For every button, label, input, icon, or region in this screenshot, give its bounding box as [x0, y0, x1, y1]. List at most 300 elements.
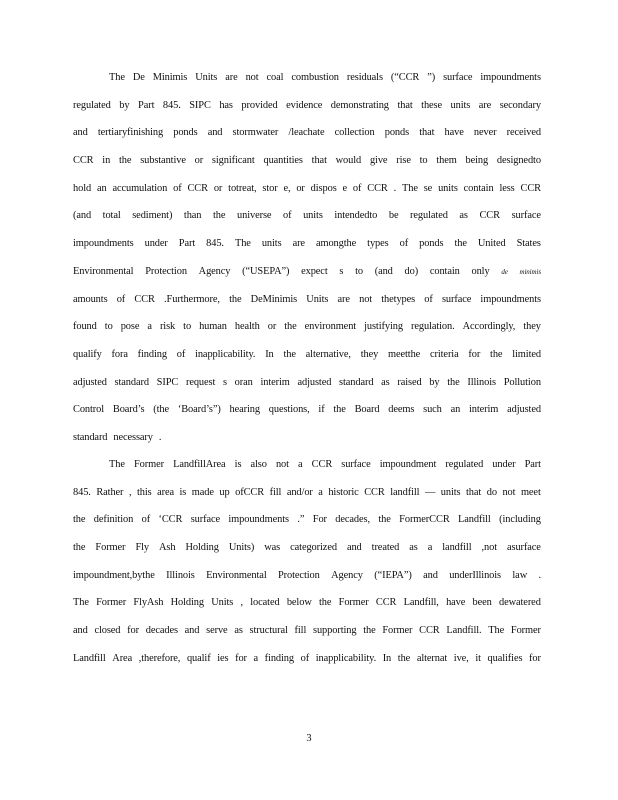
word: request [185, 376, 216, 388]
word: designedto [496, 155, 541, 167]
word: fill [294, 625, 307, 637]
word: Units [195, 72, 218, 83]
word: Units [211, 597, 234, 609]
word: impoundment,bythe [73, 569, 155, 581]
word: ive, [453, 652, 469, 664]
word: to [419, 155, 428, 167]
word: Rather [96, 486, 124, 498]
word: rise [396, 155, 411, 167]
word: e [342, 182, 348, 194]
word: by [119, 99, 130, 111]
word: Former [338, 597, 369, 609]
text-line [73, 596, 541, 624]
word: hearing [229, 404, 260, 416]
word: they [360, 348, 379, 360]
word: ,therefore, [138, 652, 181, 664]
word: Control [73, 404, 105, 416]
word: less [499, 182, 515, 194]
word: Board’s [112, 404, 145, 416]
word: has [219, 99, 233, 111]
word: landfill [442, 542, 472, 554]
text-line [73, 376, 541, 404]
word: substantive [140, 155, 186, 167]
word: provided [241, 99, 278, 111]
word: ‘Board’s”) [177, 404, 221, 416]
word: the [283, 348, 296, 360]
word: was [264, 542, 281, 554]
word: of [116, 293, 126, 305]
word: FormerCCR [399, 514, 450, 526]
word: found [73, 321, 97, 333]
word: e, [283, 182, 291, 194]
word: received [506, 127, 541, 139]
word: to [183, 321, 192, 333]
word: In [265, 348, 274, 360]
word: is [179, 486, 187, 498]
word: stormwater [232, 127, 279, 139]
word: that [397, 99, 413, 111]
word: CCR [419, 625, 440, 637]
word: do [486, 486, 497, 498]
word: area [157, 486, 174, 498]
text-line [73, 569, 541, 597]
word: impoundments [480, 72, 541, 83]
word: 845. [73, 486, 91, 498]
text-line [73, 126, 541, 154]
word: fora [111, 348, 128, 360]
word: for [127, 625, 139, 637]
word: standard [73, 431, 108, 443]
word: supporting [313, 625, 357, 637]
word: surface [190, 514, 220, 526]
word: meet [520, 486, 541, 498]
word: The [73, 597, 89, 609]
word: of [283, 210, 292, 222]
word: be [388, 210, 399, 222]
word: interim [468, 404, 499, 416]
word: intendedto [334, 210, 378, 222]
word: pose [120, 321, 140, 333]
word: Units) [228, 542, 255, 554]
word: universe [237, 210, 272, 222]
word: regulation. [410, 321, 455, 333]
word: decades, [335, 514, 370, 526]
word: the [447, 376, 460, 388]
word: to [104, 321, 113, 333]
word: FlyAsh [133, 597, 164, 609]
word: total [102, 210, 121, 222]
word: located [250, 597, 280, 609]
word: asurface [507, 542, 541, 554]
word: is [234, 459, 242, 470]
word: them [436, 155, 457, 167]
word: an [450, 404, 461, 416]
word: or [213, 182, 223, 194]
word: Part [138, 99, 155, 111]
word: Part [178, 238, 196, 250]
word: combustion [291, 72, 339, 83]
word: CCR [520, 182, 541, 194]
word: the [118, 155, 132, 167]
word: units [303, 210, 323, 222]
word: regulated [73, 99, 111, 111]
text-line [73, 154, 541, 182]
word: SIPC [156, 376, 179, 388]
word: structural [249, 625, 288, 637]
word: questions, [268, 404, 310, 416]
word: decades [145, 625, 178, 637]
word: . [393, 182, 397, 194]
word: dispos [310, 182, 337, 194]
word: collection [334, 127, 375, 139]
word: Landfill [73, 652, 106, 664]
word: law [512, 569, 528, 581]
word: and/or [286, 486, 313, 498]
word: (“USEPA”) [242, 265, 290, 277]
word: impoundments [228, 514, 289, 526]
word: criteria [429, 348, 459, 360]
word: historic [328, 486, 359, 498]
word: demonstrating [330, 99, 389, 111]
word: surface [443, 72, 473, 83]
text-line [73, 99, 541, 127]
word: the [213, 210, 226, 222]
word: are [292, 238, 305, 250]
word: surface [511, 210, 541, 222]
word: surface [341, 459, 371, 470]
word: or [267, 321, 277, 333]
word: accumulation [112, 182, 168, 194]
word: by [429, 376, 440, 388]
word: units [261, 238, 282, 250]
word: The [109, 72, 125, 83]
word: inapplicability. [315, 652, 377, 664]
word: the [378, 514, 391, 526]
word: standard [339, 376, 374, 388]
word: Former [510, 625, 541, 637]
word: Landfill. [446, 625, 482, 637]
word: significant [211, 155, 255, 167]
text-line [73, 624, 541, 652]
word: being [465, 155, 489, 167]
paragraph-de-minimis-units [73, 71, 541, 459]
word: the [229, 293, 242, 305]
word: a [147, 321, 152, 333]
word: underIllinois [449, 569, 501, 581]
text-line [73, 486, 541, 514]
word: (and [374, 265, 393, 277]
word: units [440, 486, 461, 498]
word: the [284, 321, 297, 333]
word: CCR [367, 182, 388, 194]
word: interim [260, 376, 290, 388]
word: landfill [390, 486, 420, 498]
word: a [427, 542, 433, 554]
word: been [472, 597, 492, 609]
word: below [286, 597, 312, 609]
word: Illinois [467, 376, 496, 388]
word: Board [354, 404, 380, 416]
word: CCR [364, 486, 385, 498]
word: Part [524, 459, 541, 470]
word: surface [441, 293, 472, 305]
word: are [225, 72, 238, 83]
word: up [219, 486, 230, 498]
text-line [73, 403, 541, 431]
word: DeMinimis [250, 293, 298, 305]
word: that [466, 486, 482, 498]
word: for [468, 348, 481, 360]
word: dewatered [499, 597, 541, 609]
word: of [399, 238, 409, 250]
word: expect [301, 265, 328, 277]
word: contain [463, 182, 494, 194]
word: and [73, 127, 88, 139]
word: CCR [479, 210, 500, 222]
word: (and [73, 210, 92, 222]
word: are [337, 293, 350, 305]
word: do) [404, 265, 419, 277]
word: .Furthermore, [164, 293, 220, 305]
word: (including [499, 514, 541, 526]
word: made [191, 486, 214, 498]
word: and [423, 569, 438, 581]
word: ponds [173, 127, 198, 139]
word: of [173, 182, 182, 194]
word: for [529, 652, 541, 664]
word: minimis [519, 267, 541, 276]
text-line [73, 431, 541, 459]
word: closed [94, 625, 121, 637]
text-line [73, 320, 541, 348]
word: residuals [346, 72, 383, 83]
word: tertiaryfinishing [97, 127, 164, 139]
word: ‘CCR [158, 514, 183, 526]
word: The [109, 459, 125, 470]
word: types [367, 238, 389, 250]
word: of [176, 348, 186, 360]
word: De [132, 72, 145, 83]
word: Minimis [152, 72, 188, 83]
word: never [473, 127, 497, 139]
word: under [492, 459, 516, 470]
word: , [128, 486, 132, 498]
word: (“CCR [390, 72, 420, 83]
word: . [538, 569, 541, 581]
word: secondary [499, 99, 541, 111]
word: under [144, 238, 168, 250]
word: regulated [410, 210, 448, 222]
text-line [73, 458, 541, 486]
word: the [363, 625, 376, 637]
word: United [477, 238, 506, 250]
word: States [516, 238, 541, 250]
word: Fly [135, 542, 149, 554]
word: of [300, 652, 310, 664]
word: units [438, 182, 458, 194]
paragraph-former-landfill-area [73, 458, 541, 680]
word: limited [512, 348, 541, 360]
page-number: 3 [306, 733, 312, 744]
word: For [312, 514, 327, 526]
word: s [339, 265, 344, 277]
word: they [523, 321, 541, 333]
word: Agency [198, 265, 231, 277]
text-line [73, 209, 541, 237]
word: evidence [286, 99, 323, 111]
word: as [459, 210, 468, 222]
word: than [183, 210, 202, 222]
word: to [355, 265, 363, 277]
word: the [73, 542, 86, 554]
word: or [296, 182, 305, 194]
word: ”) [427, 72, 436, 83]
word: justifying [364, 321, 403, 333]
word: impoundment [379, 459, 437, 470]
word: raised [397, 376, 422, 388]
word: also [250, 459, 267, 470]
word: alternat [416, 652, 448, 664]
word: Holding [185, 542, 219, 554]
word: the [318, 597, 332, 609]
word: qualifies [487, 652, 523, 664]
word: Units [306, 293, 329, 305]
word: Illinois [166, 569, 195, 581]
word: se [423, 182, 433, 194]
word: Agency [331, 569, 363, 581]
word: hold [73, 182, 92, 194]
text-line [73, 265, 541, 293]
word: of [141, 514, 151, 526]
word: CCR [375, 597, 397, 609]
word: alternative, [305, 348, 351, 360]
word: de [501, 267, 508, 276]
word: Environmental [73, 265, 134, 277]
word: Accordingly, [462, 321, 516, 333]
word: /leachate [288, 127, 325, 139]
text-line [73, 182, 541, 210]
word: Former [95, 542, 126, 554]
word: adjusted [297, 376, 332, 388]
word: Protection [278, 569, 320, 581]
word: as [381, 376, 390, 388]
word: qualif [186, 652, 211, 664]
word: The [234, 238, 251, 250]
word: ponds [419, 238, 444, 250]
word: ,not [481, 542, 497, 554]
word: Area [112, 652, 133, 664]
word: s [222, 376, 227, 388]
word: The [402, 182, 418, 194]
word: finding [137, 348, 167, 360]
word: have [446, 597, 466, 609]
word: qualify [73, 348, 102, 360]
word: and [184, 625, 200, 637]
word: treated [371, 542, 400, 554]
word: 845. [206, 238, 224, 250]
word: it [475, 652, 481, 664]
word: that [311, 155, 327, 167]
word: thetypes [381, 293, 416, 305]
word: (“IEPA”) [374, 569, 412, 581]
word: the [454, 238, 467, 250]
word: these [421, 99, 443, 111]
word: inapplicability. [195, 348, 256, 360]
word: of [352, 182, 362, 194]
word: this [136, 486, 152, 498]
word: Holding [170, 597, 204, 609]
word: are [478, 99, 492, 111]
word: finding [264, 652, 294, 664]
word: as [409, 542, 418, 554]
word: amongthe [315, 238, 357, 250]
word: ponds [384, 127, 410, 139]
word: (the [153, 404, 170, 416]
word: 845. [162, 99, 181, 111]
word: not [275, 459, 289, 470]
word: SIPC [189, 99, 211, 111]
word: contain [429, 265, 460, 277]
word: sediment) [132, 210, 173, 222]
word: that [419, 127, 435, 139]
word: categorized [290, 542, 337, 554]
word: for [235, 652, 247, 664]
word: and [207, 127, 223, 139]
text-line [73, 541, 541, 569]
word: ofCCR [235, 486, 265, 498]
word: CCR [134, 293, 155, 305]
word: risk [159, 321, 176, 333]
word: adjusted [73, 376, 107, 388]
word: impoundments [73, 238, 134, 250]
word: LandfillArea [173, 459, 226, 470]
word: not [359, 293, 373, 305]
word: the [490, 348, 503, 360]
text-line [73, 348, 541, 376]
word: the [73, 514, 86, 526]
word: In [382, 652, 392, 664]
word: stor [262, 182, 278, 194]
text-line [73, 237, 541, 265]
word: units [450, 99, 471, 111]
word: standard [114, 376, 149, 388]
word: amounts [73, 293, 108, 305]
word: CCR [73, 155, 94, 167]
word: a [253, 652, 259, 664]
word: an [96, 182, 107, 194]
word: coal [266, 72, 284, 83]
word: . [158, 431, 162, 443]
word: the [333, 404, 346, 416]
word: such [423, 404, 442, 416]
word: Pollution [503, 376, 541, 388]
word: give [369, 155, 388, 167]
word: in [102, 155, 111, 167]
word: would [335, 155, 362, 167]
word: of [424, 293, 433, 305]
word: as [234, 625, 243, 637]
word: .” [297, 514, 305, 526]
word: definition [93, 514, 134, 526]
word: have [444, 127, 464, 139]
word: the [397, 652, 411, 664]
word: meetthe [388, 348, 421, 360]
word: deems [388, 404, 415, 416]
word: serve [206, 625, 228, 637]
word: Environmental [206, 569, 267, 581]
word: and [73, 625, 88, 637]
word: Former [382, 625, 413, 637]
